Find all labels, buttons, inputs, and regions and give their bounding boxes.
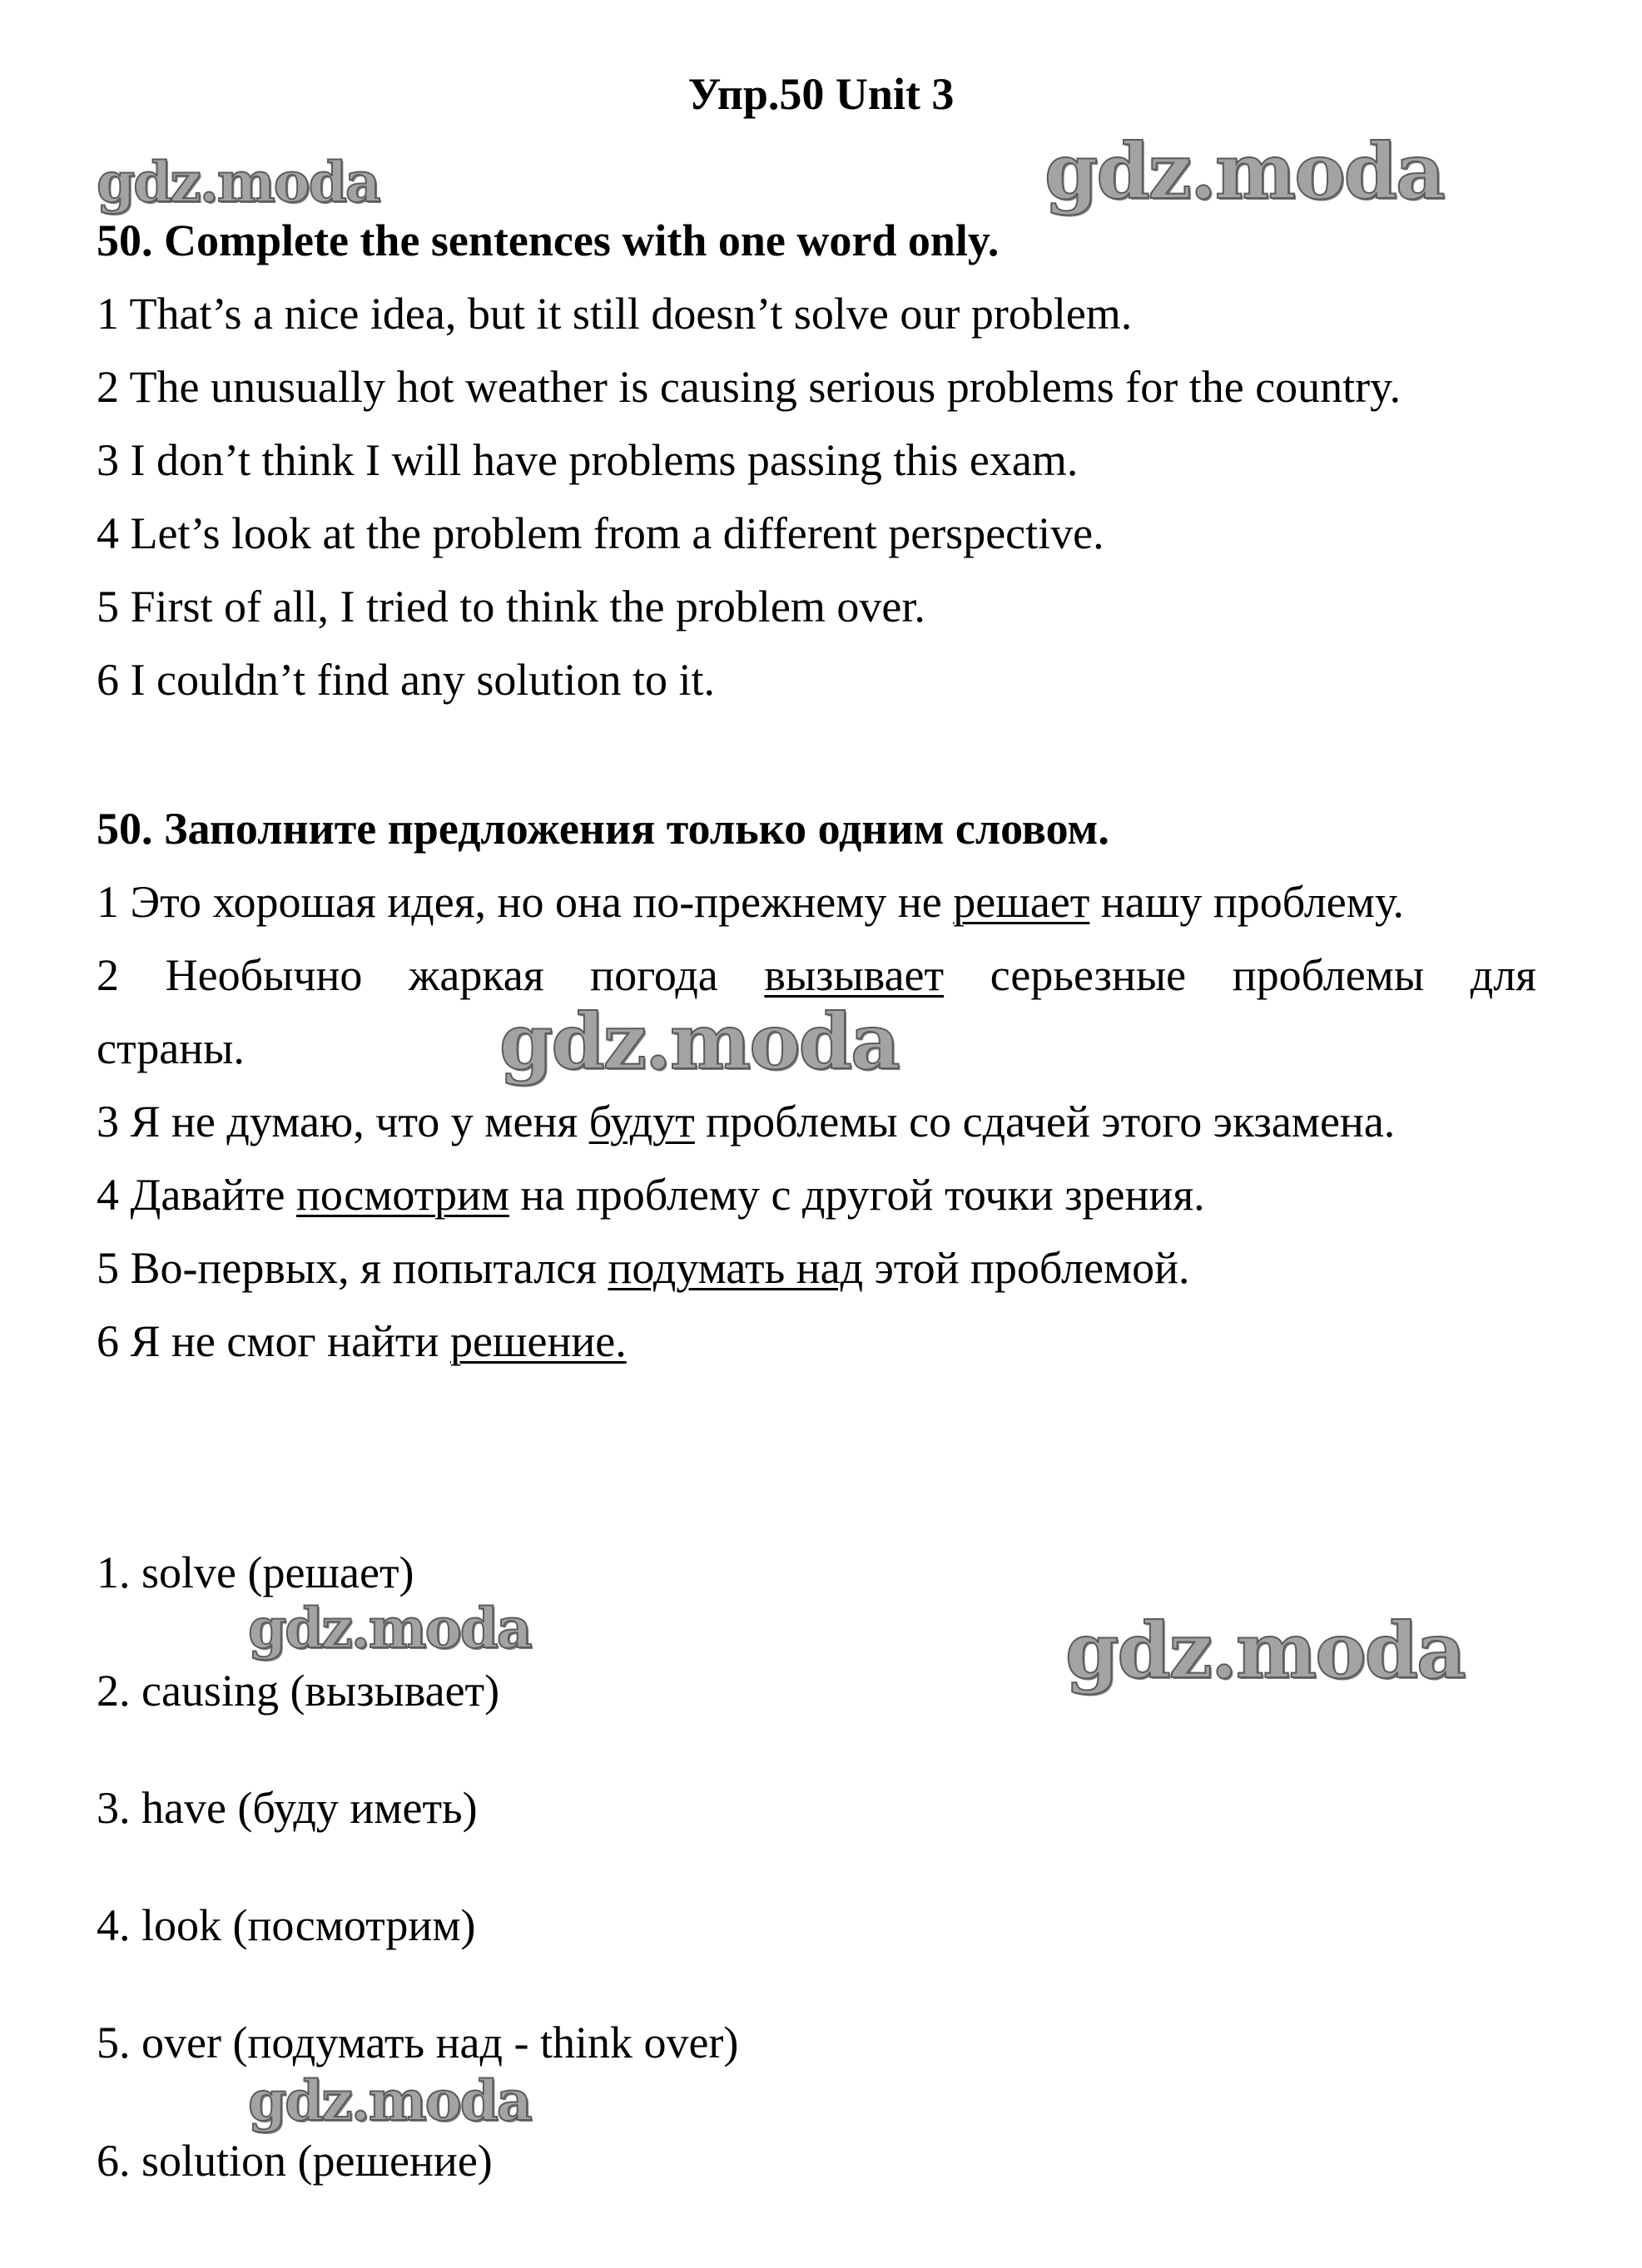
page-title: Упр.50 Unit 3: [687, 69, 955, 119]
sentence-text: 4 Давайте: [97, 1170, 297, 1220]
watermark-logo: gdz.moda: [248, 1596, 531, 1661]
english-sentence-4: 4 Let’s look at the problem from a different perspective.: [97, 508, 1104, 558]
russian-sentence-5: [97, 1231, 1536, 1305]
english-sentence-3: 3 I don’t think I will have problems passing this exam.: [97, 435, 1079, 485]
russian-sentence-3: [97, 1085, 1536, 1158]
english-heading: 50. Complete the sentences with one word only.: [97, 215, 1000, 265]
sentence-text: 6 Я не смог найти: [97, 1316, 450, 1366]
watermark-logo: gdz.moda: [97, 150, 379, 215]
sentence-text: 5 Во-первых, я попытался: [97, 1243, 608, 1293]
russian-sentence-2: [97, 938, 1536, 1012]
answer-5: 5. over (подумать над - think over): [97, 2018, 739, 2067]
answer-1: 1. solve (решает): [97, 1547, 414, 1597]
answer-3: 3. have (буду иметь): [97, 1783, 478, 1833]
english-sentence-2: 2 The unusually hot weather is causing serious problems for the country.: [97, 362, 1401, 412]
english-section: [97, 204, 1536, 716]
answer-4: 4. look (посмотрим): [97, 1900, 476, 1950]
sentence-text: 2 Необычно жаркая погода: [97, 950, 765, 1000]
answer-6: 6. solution (решение): [97, 2136, 493, 2186]
sentence-text: на проблему с другой точки зрения.: [509, 1170, 1205, 1220]
russian-sentence-4: [97, 1158, 1536, 1231]
watermark-logo: gdz.moda: [499, 997, 899, 1087]
sentence-text: этой проблемой.: [863, 1243, 1190, 1293]
watermark-logo: gdz.moda: [1044, 126, 1444, 216]
watermark-logo: gdz.moda: [1065, 1606, 1465, 1696]
sentence-text: серьезные проблемы для: [944, 950, 1537, 1000]
underlined-answer: решает: [953, 877, 1090, 927]
sentence-text: нашу проблему.: [1089, 877, 1405, 927]
underlined-answer: вызывает: [764, 950, 945, 1000]
sentence-text: 3 Я не думаю, что у меня: [97, 1097, 589, 1146]
underlined-answer: будут: [588, 1097, 695, 1146]
english-sentence-6: 6 I couldn’t find any solution to it.: [97, 655, 715, 705]
underlined-answer: посмотрим: [296, 1170, 510, 1220]
english-sentence-5: 5 First of all, I tried to think the problem over.: [97, 582, 925, 631]
sentence-text: проблемы со сдачей этого экзамена.: [694, 1097, 1396, 1146]
russian-sentence-6: [97, 1305, 1536, 1378]
russian-sentence-2-continuation: страны.: [97, 1023, 245, 1073]
russian-sentence-1: [97, 865, 1536, 938]
underlined-answer: подумать над: [608, 1243, 864, 1293]
answer-2: 2. causing (вызывает): [97, 1666, 500, 1716]
watermark-logo: gdz.moda: [248, 2068, 531, 2133]
russian-heading: 50. Заполните предложения только одним словом.: [97, 804, 1109, 854]
russian-section: [97, 792, 1536, 1378]
english-sentence-1: 1 That’s a nice idea, but it still doesn’t solve our problem.: [97, 289, 1133, 339]
sentence-text: 1 Это хорошая идея, но она по-прежнему не: [97, 877, 954, 927]
underlined-answer: решение.: [449, 1316, 627, 1366]
